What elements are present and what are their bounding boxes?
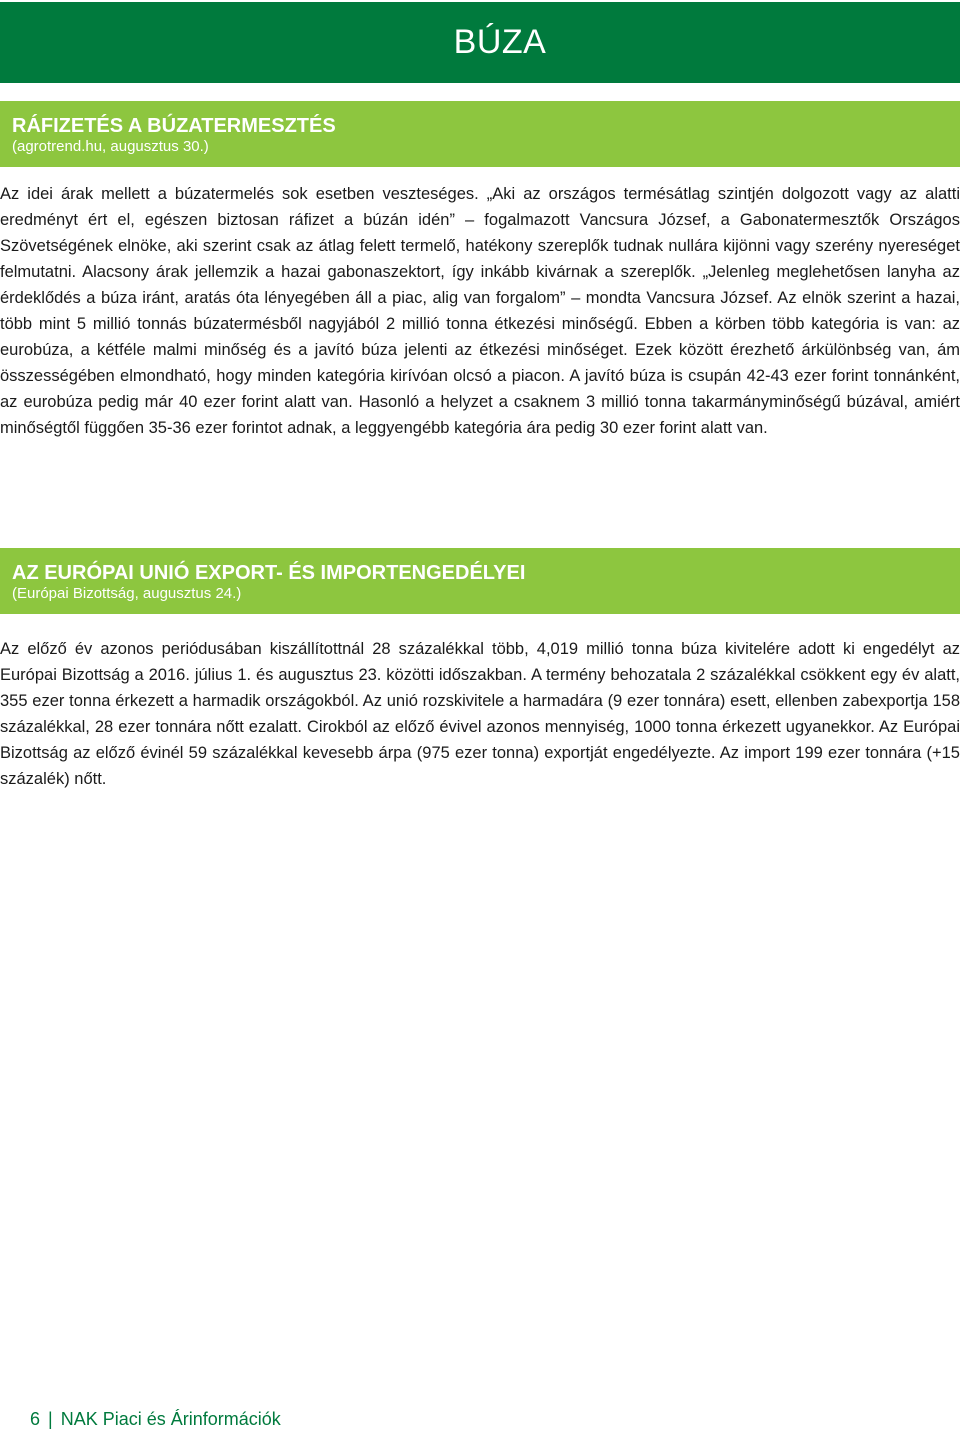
page-number: 6 [30,1409,41,1429]
page-footer [30,1409,281,1430]
page-title: BÚZA [453,23,547,61]
page-title-bar [0,2,960,83]
footer-separator: | [48,1409,53,1429]
section-header-eu-export-import [0,548,960,614]
section-source: (agrotrend.hu, augusztus 30.) [12,138,209,155]
section-heading: AZ EURÓPAI UNIÓ EXPORT- ÉS IMPORTENGEDÉLYEI [12,562,526,584]
section-header-rafizetes [0,101,960,167]
section-body-text: Az idei árak mellett a búzatermelés sok esetben veszteséges. „Aki az országos termésátlag szintjén dolgozott vagy az alatti eredményt ért el, egészen biztosan ráfizet a búzán idén” – fogalmazott Vancsura József, a Gabonatermesztők Országos Szövetségének elnöke, aki szerint csak az átlag felett termelő, hatékony szereplők tudnak nullára kijönni vagy szerény nyereséget felmutatni. Alacsony árak jellemzik a hazai gabonaszektort, így inkább kivárnak a szereplők. „Jelenleg meglehetősen lanyha az érdeklődés a búza iránt, aratás óta lényegében áll a piac, alig van forgalom” – mondta Vancsura József. Az elnök szerint a hazai, több mint 5 millió tonnás búzatermésből nagyjából 2 millió tonna étkezési minőségű. Ebben a körben több kategória is van: az eurobúza, a kétféle malmi minőség és a javító búza jelenti az étkezési minőséget. Ezek között érezhető árkülönbség van, ám összességében elmondható, hogy minden kategória kirívóan olcsó a piacon. A javító búza is csupán 42-43 ezer forint tonnánként, az eurobúza pedig már 40 ezer forint alatt van. Hasonló a helyzet a csaknem 3 millió tonna takarmányminőségű búzával, amiért minőségtől függően 35-36 ezer forintot adnak, a leggyengébb kategória ára pedig 30 ezer forint alatt van. [0,185,960,437]
publication-name: NAK Piaci és Árinformációk [60,1409,281,1429]
section-source: (Európai Bizottság, augusztus 24.) [12,585,242,602]
section-body-text: Az előző év azonos periódusában kiszállítottnál 28 százalékkal több, 4,019 millió tonna búza kivitelére adott ki engedélyt az Európai Bizottság a 2016. július 1. és augusztus 23. közötti időszakban. A termény behozatala 2 százalékkal csökkent egy év alatt, 355 ezer tonna érkezett a harmadik országokból. Az unió rozskivitele a harmadára (9 ezer tonnára) esett, ellenben zabexportja 158 százalékkal, 28 ezer tonnára nőtt ezalatt. Cirokból az előző évivel azonos mennyiség, 1000 tonna érkezett ugyanekkor. Az Európai Bizottság az előző évinél 59 százalékkal kevesebb árpa (975 ezer tonna) exportját engedélyezte. Az import 199 ezer tonnára (+15 százalék) nőtt. [0,640,960,788]
section-heading: RÁFIZETÉS A BÚZATERMESZTÉS [12,115,336,137]
